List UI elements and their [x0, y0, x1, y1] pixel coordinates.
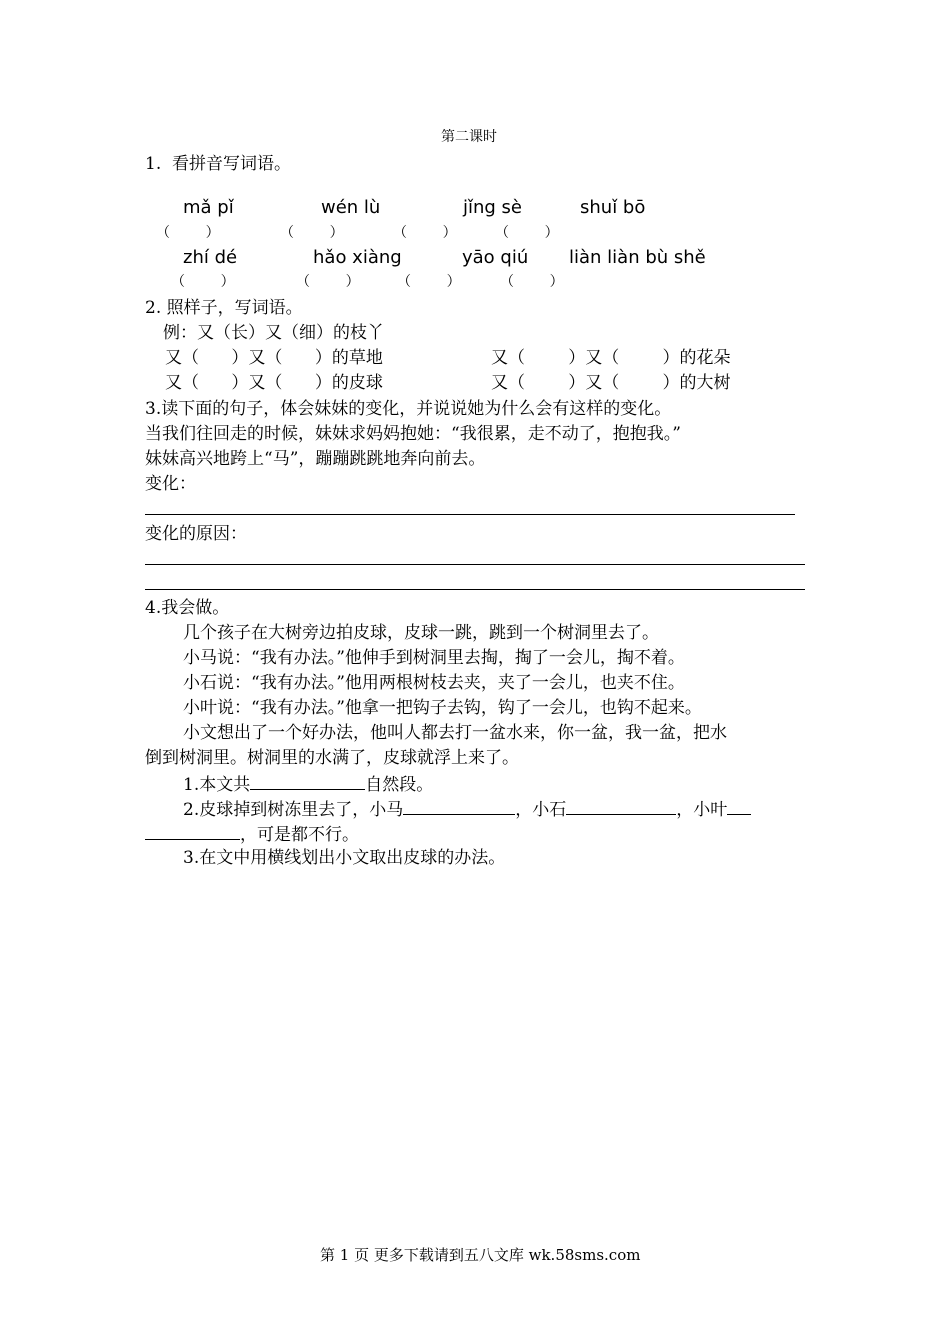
q4-heading: 4.我会做。	[145, 598, 230, 618]
passage-line: 几个孩子在大树旁边拍皮球，皮球一跳，跳到一个树洞里去了。	[183, 623, 659, 643]
sub-question-2: 2.皮球掉到树冻里去了，小马 ，小石 ，小叶	[183, 798, 751, 820]
q3-sentence: 当我们往回走的时候，妹妹求妈妈抱她：“我很累，走不动了，抱抱我。”	[145, 424, 681, 444]
answer-paren: （ ）	[495, 225, 559, 241]
q2-item: 又（ ）又（ ）的皮球	[165, 373, 383, 393]
answer-blank	[403, 798, 515, 815]
pinyin-1-2: wén lù	[321, 197, 381, 218]
reason-label: 变化的原因：	[145, 524, 247, 544]
q3-sentence: 妹妹高兴地跨上“马”，蹦蹦跳跳地奔向前去。	[145, 449, 486, 469]
answer-paren: （ ）	[156, 225, 220, 241]
passage-line: 倒到树洞里。树洞里的水满了，皮球就浮上来了。	[145, 748, 519, 768]
q2-example: 例：又（长）又（细）的枝丫	[163, 323, 384, 343]
q1-heading: 1. 看拼音写词语。	[145, 154, 292, 174]
change-label: 变化：	[145, 474, 196, 494]
answer-blank	[250, 773, 365, 790]
answer-paren: （ ）	[397, 274, 461, 290]
answer-paren: （ ）	[500, 274, 564, 290]
passage-line: 小马说：“我有办法。”他伸手到树洞里去掏，掏了一会儿，掏不着。	[183, 648, 685, 668]
passage-line: 小叶说：“我有办法。”他拿一把钩子去钩，钩了一会儿，也钩不起来。	[183, 698, 702, 718]
answer-paren: （ ）	[280, 225, 344, 241]
sub-question-3: 3.在文中用横线划出小文取出皮球的办法。	[183, 848, 506, 868]
pinyin-1-4: shuǐ bō	[580, 197, 646, 218]
q2-item: 又（ ）又（ ）的花朵	[491, 348, 731, 368]
pinyin-2-2: hǎo xiàng	[313, 247, 402, 268]
q2-item: 又（ ）又（ ）的草地	[165, 348, 383, 368]
passage-line: 小石说：“我有办法。”他用两根树枝去夹，夹了一会儿，也夹不住。	[183, 673, 685, 693]
pinyin-2-4: liàn liàn bù shě	[569, 247, 706, 268]
answer-line	[145, 589, 805, 590]
pinyin-1-3: jǐng sè	[463, 197, 523, 218]
passage-line: 小文想出了一个好办法，他叫人都去打一盆水来，你一盆，我一盆，把水	[183, 723, 727, 743]
answer-paren: （ ）	[171, 274, 235, 290]
pinyin-2-3: yāo qiú	[462, 247, 529, 268]
answer-blank	[145, 823, 240, 840]
answer-blank	[727, 798, 751, 815]
answer-blank	[566, 798, 676, 815]
pinyin-2-1: zhí dé	[183, 247, 238, 268]
q3-heading: 3.读下面的句子，体会妹妹的变化，并说说她为什么会有这样的变化。	[145, 399, 672, 419]
answer-line	[145, 564, 805, 565]
sub-question-2-cont: ，可是都不行。	[145, 823, 359, 845]
answer-line	[145, 514, 795, 515]
sub-question-1: 1.本文共 自然段。	[183, 775, 434, 795]
pinyin-1-1: mǎ pǐ	[183, 197, 234, 218]
page-title: 第二课时	[441, 129, 497, 145]
page-footer: 第 1 页 更多下载请到五八文库 wk.58sms.com	[320, 1246, 641, 1264]
answer-paren: （ ）	[393, 225, 457, 241]
q2-heading: 2. 照样子，写词语。	[145, 298, 303, 318]
answer-paren: （ ）	[296, 274, 360, 290]
q2-item: 又（ ）又（ ）的大树	[491, 373, 731, 393]
